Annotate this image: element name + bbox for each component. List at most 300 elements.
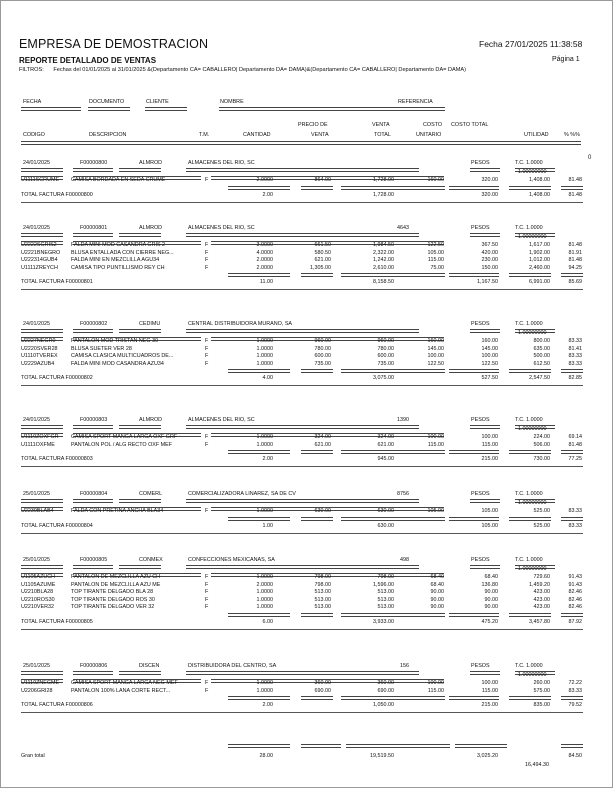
item-desc: PANTALON DE MEZCLILLA AZU CH [71, 574, 161, 580]
invoice-total-pct: 83.33 [568, 522, 582, 529]
invoice-client: ALMROD [139, 225, 163, 231]
company-name: EMPRESA DE DEMOSTRACION [19, 37, 209, 51]
hdr-unitario: UNITARIO [416, 132, 442, 138]
item-desc: FALDA MINI EN MEZCLILLA AGU34 [71, 257, 160, 263]
item-total: 360.00 [377, 680, 394, 686]
separator-rule [341, 613, 445, 617]
invoice-header [1, 663, 613, 671]
separator-rule [509, 613, 551, 617]
item-code: U222314GUB4 [21, 257, 58, 263]
item-price: 621.00 [314, 441, 331, 448]
invoice-total-cost: 215.00 [481, 702, 498, 708]
item-pct: 81.41 [568, 345, 582, 352]
invoice-total-qty: 2.00 [262, 702, 273, 708]
item-util: 260.00 [533, 680, 550, 686]
item-pct: 81.48 [568, 257, 582, 263]
hdr-rule [21, 107, 81, 111]
item-cost-total: 100.00 [481, 680, 498, 686]
item-tm: F [205, 604, 209, 610]
invoice-tc: T.C. 1.0000 [515, 225, 543, 231]
invoice-total-cost: 320.00 [481, 191, 498, 198]
item-total: 2,610.00 [373, 264, 394, 271]
item-cost-total: 230.00 [481, 257, 498, 263]
item-tm: F [205, 441, 209, 448]
item-qty: 1.0000 [256, 345, 273, 352]
item-total: 1,984.50 [373, 242, 394, 248]
hdr-nombre: NOMBRE [220, 99, 244, 105]
item-desc: CAMISA TIPO PUNTILLISMO REY CH [71, 264, 165, 271]
item-price: 513.00 [314, 604, 331, 610]
page-number: Página 1 [552, 56, 580, 63]
grand-total-util-row [1, 762, 613, 770]
separator-rule [509, 517, 551, 521]
separator-rule [346, 744, 450, 748]
invoice-name: ALMACENES DEL RIO, SC [188, 225, 255, 231]
invoice-total-cost: 475.20 [481, 618, 498, 625]
item-util: 224.00 [533, 434, 550, 440]
item-util: 1,459.20 [529, 581, 550, 588]
item-pct: 94.25 [568, 264, 582, 271]
invoice-total-util: 3,457.80 [529, 618, 550, 625]
invoice-total-util: 835.00 [533, 702, 550, 708]
item-cost: 90.00 [430, 589, 444, 595]
item-desc: FALDA MINI MOD CASANDRA AZU34 [71, 360, 164, 367]
item-code: U2210BLA28 [21, 589, 54, 595]
separator-rule [449, 273, 499, 277]
item-cost: 160.00 [427, 177, 444, 183]
invoice-total-row [1, 523, 613, 531]
invoice-total-qty: 2.00 [262, 456, 273, 462]
invoice-total-label: TOTAL FACTURA F00000806 [21, 702, 93, 708]
separator-rule [449, 186, 499, 190]
item-total: 690.00 [377, 687, 394, 694]
separator-rule [341, 696, 445, 700]
invoice-total-qty: 4.00 [262, 375, 273, 381]
invoice-doc: F00000806 [80, 663, 108, 669]
item-desc: TOP TIRANTE DELGADO BLA 28 [71, 589, 154, 595]
item-total: 513.00 [377, 596, 394, 603]
invoice-client: ALMROD [139, 417, 163, 423]
item-code: U1105AZUCH [21, 574, 56, 580]
item-pct: 81.91 [568, 249, 582, 256]
separator-rule [561, 450, 583, 454]
fecha-label: Fecha [479, 39, 503, 49]
separator-rule [21, 466, 583, 467]
item-total: 630.00 [377, 508, 394, 514]
separator-rule [228, 696, 290, 700]
item-tm: F [205, 345, 209, 352]
invoice-header [1, 160, 613, 168]
invoice-total-util: 6,991.00 [529, 279, 550, 285]
hdr-rule [88, 107, 130, 111]
item-pct: 83.33 [568, 687, 582, 694]
separator-rule [228, 369, 290, 373]
hdr-referencia: REFERENCIA [398, 99, 433, 105]
invoice-header [1, 557, 613, 565]
item-util: 2,460.00 [529, 264, 550, 271]
item-util: 1,012.00 [529, 257, 550, 263]
item-cost-total: 68.40 [484, 574, 498, 580]
item-cost: 90.00 [430, 596, 444, 603]
item-util: 635.00 [533, 345, 550, 352]
item-qty: 1.0000 [256, 589, 273, 595]
item-qty: 2.0000 [256, 264, 273, 271]
item-util: 423.00 [533, 596, 550, 603]
separator-rule [228, 450, 290, 454]
item-util: 729.60 [533, 574, 550, 580]
hdr-precio-de: PRECIO DE [298, 122, 328, 128]
item-tm: F [205, 434, 209, 440]
item-cost-total: 90.00 [484, 589, 498, 595]
item-cost: 115.00 [427, 441, 444, 448]
item-pct: 81.48 [568, 441, 582, 448]
item-qty: 2.0000 [256, 257, 273, 263]
invoice-total-amount: 630.00 [377, 522, 394, 529]
separator-rule [561, 744, 583, 748]
invoice-total-qty: 2.00 [262, 191, 273, 198]
separator-rule [561, 273, 583, 277]
item-cost-total: 105.00 [481, 508, 498, 514]
invoice-rate-value: 1.00000000 [518, 566, 547, 572]
item-code: U2222SGRIS2 [21, 242, 57, 248]
item-pct: 91.43 [568, 581, 582, 588]
item-tm: F [205, 680, 209, 686]
invoice-ref: 498 [400, 557, 409, 563]
invoice-ref: 156 [400, 663, 409, 669]
item-qty: 1.0000 [256, 508, 273, 514]
item-tm: F [205, 508, 209, 514]
item-desc: FALDA CON PRETINA ANCHA BLA34 [71, 508, 164, 514]
separator-rule [301, 186, 333, 190]
item-row [1, 442, 613, 450]
separator-rule [561, 186, 583, 190]
item-qty: 1.0000 [256, 687, 273, 694]
item-code: U1111SCRUME [21, 177, 60, 183]
invoice-tc: T.C. 1.0000 [515, 663, 543, 669]
invoice-total-amount: 3,933.00 [373, 618, 394, 625]
item-price: 798.00 [314, 581, 331, 588]
invoice-currency: PESOS [471, 417, 490, 423]
invoice-header [1, 225, 613, 233]
item-qty: 1.0000 [256, 441, 273, 448]
invoice-tc: T.C. 1.0000 [515, 160, 543, 166]
separator-rule [341, 369, 445, 373]
item-cost: 68.40 [430, 574, 444, 580]
item-pct: 83.33 [568, 508, 582, 514]
item-cost: 105.00 [427, 249, 444, 256]
item-code: U2230BLAB4 [21, 508, 54, 514]
separator-rule [21, 385, 583, 386]
separator-rule [301, 613, 333, 617]
invoice-total-label: TOTAL FACTURA F00000804 [21, 522, 93, 529]
invoice-name: CENTRAL DISTRIBUIDORA MURANO, SA [188, 321, 293, 327]
invoice-date: 25/01/2025 [23, 491, 50, 497]
invoice-total-amount: 8,158.50 [373, 279, 394, 285]
invoice-total-label: TOTAL FACTURA F00000805 [21, 618, 93, 625]
separator-rule [509, 450, 551, 454]
item-code: U2227NEGR0 [21, 338, 56, 344]
item-qty: 1.0000 [256, 338, 273, 344]
separator-rule [509, 273, 551, 277]
item-total: 1,728.00 [373, 177, 394, 183]
invoice-currency: PESOS [471, 225, 490, 231]
separator-rule [561, 613, 583, 617]
item-cost-total: 136.80 [481, 581, 498, 588]
hdr-tm: T.M. [199, 132, 210, 138]
hdr-costo-top: COSTO [423, 122, 443, 128]
separator-rule [449, 517, 499, 521]
separator-rule [509, 369, 551, 373]
fecha-value: 27/01/2025 11:38:58 [505, 39, 583, 49]
separator-rule [21, 289, 583, 290]
separator-rule [449, 696, 499, 700]
item-util: 506.00 [533, 441, 550, 448]
separator-rule [228, 744, 290, 748]
separator-rule [21, 202, 583, 203]
separator-rule [341, 186, 445, 190]
item-price: 580.50 [314, 249, 331, 256]
invoice-tc: T.C. 1.0000 [515, 321, 543, 327]
item-cost: 160.00 [427, 338, 444, 344]
item-pct: 91.43 [568, 574, 582, 580]
item-pct: 81.48 [568, 177, 582, 183]
item-total: 780.00 [377, 345, 394, 352]
item-cost: 75.00 [430, 264, 444, 271]
item-row [1, 604, 613, 612]
item-total: 513.00 [377, 604, 394, 610]
invoice-name: ALMACENES DEL RIO, SC [188, 417, 255, 423]
item-cost-total: 420.00 [481, 249, 498, 256]
item-desc: PANTALON DE MEZCLILLA AZU ME [71, 581, 161, 588]
item-cost: 100.00 [427, 434, 444, 440]
item-row [1, 508, 613, 516]
item-desc: FALDA MINI MOD CASANDRA GRIS 2 [71, 242, 166, 248]
filters-line [19, 67, 466, 73]
invoice-total-pct: 81.48 [568, 191, 582, 198]
item-total: 1,242.00 [373, 257, 394, 263]
invoice-total-qty: 1.00 [262, 522, 273, 529]
invoice-total-pct: 82.85 [568, 375, 582, 381]
invoice-total-label: TOTAL FACTURA F00000800 [21, 191, 93, 198]
item-desc: TOP TIRANTE DELGADO ROS 30 [71, 596, 155, 603]
item-code: U1110ZNEGME [21, 680, 60, 686]
invoice-total-label: TOTAL FACTURA F00000801 [21, 279, 93, 285]
hdr-codigo: CODIGO [23, 132, 45, 138]
invoice-total-amount: 1,050.00 [373, 702, 394, 708]
item-util: 500.00 [533, 353, 550, 359]
item-code: U1110TVEREX [21, 353, 58, 359]
separator-rule [228, 517, 290, 521]
invoice-rate-value: 1.00000000 [518, 169, 547, 175]
item-price: 780.00 [314, 345, 331, 352]
item-cost-total: 90.00 [484, 596, 498, 603]
item-tm: F [205, 249, 209, 256]
item-pct: 83.33 [568, 353, 582, 359]
separator-rule [449, 450, 499, 454]
item-price: 324.00 [314, 434, 331, 440]
invoice-total-row [1, 702, 613, 710]
separator-rule [21, 629, 583, 630]
item-code: U2206GRI28 [21, 687, 53, 694]
invoice-total-util: 525.00 [533, 522, 550, 529]
hdr-cantidad: CANTIDAD [243, 132, 271, 138]
item-tm: F [205, 574, 209, 580]
invoice-total-pct: 77.25 [568, 456, 582, 462]
filters-text: Fechas del 01/01/2025 al 31/01/2025 &(Departamento CA= CABALLERO| Departamento DA= DAMA)&(Departamento CA= CABALLERO| Departamento DA= DAMA) [53, 67, 467, 73]
separator-rule [449, 613, 499, 617]
invoice-date: 24/01/2025 [23, 160, 50, 166]
item-qty: 4.0000 [256, 249, 273, 256]
item-qty: 2.0000 [256, 581, 273, 588]
invoice-date: 25/01/2025 [23, 663, 50, 669]
item-desc: CAMISA CLASICA MULTICUADROS DE... [71, 353, 174, 359]
invoice-total-amount: 3,075.00 [373, 375, 394, 381]
report-title: REPORTE DETALLADO DE VENTAS [19, 56, 157, 65]
item-price: 621.00 [314, 257, 331, 263]
invoice-doc: F00000803 [80, 417, 108, 423]
grand-total-row [1, 753, 613, 761]
item-cost: 115.00 [427, 257, 444, 263]
separator-rule [509, 186, 551, 190]
item-pct: 69.14 [568, 434, 582, 440]
invoice-doc: F00000804 [80, 491, 108, 497]
separator-rule [301, 450, 333, 454]
item-code: U2210ROS30 [21, 596, 55, 603]
item-cost-total: 320.00 [481, 177, 498, 183]
item-util: 575.00 [533, 687, 550, 694]
invoice-total-util: 730.00 [533, 456, 550, 462]
invoice-total-pct: 87.92 [568, 618, 582, 625]
grand-total-cost: 3,025.20 [477, 753, 498, 759]
invoice-rate-value: 1.00000000 [518, 500, 547, 506]
item-tm: F [205, 589, 209, 595]
item-code: U2220SVER28 [21, 345, 58, 352]
invoice-header [1, 491, 613, 499]
invoice-date: 24/01/2025 [23, 321, 50, 327]
item-desc: CAMISA SPORT MANGA LARGA OXF GRF [71, 434, 178, 440]
item-tm: F [205, 242, 209, 248]
invoice-client: ALMROD [139, 160, 163, 166]
item-row [1, 361, 613, 369]
item-desc: CAMISA SPORT MANGA LARGA NEG MEF [71, 680, 178, 686]
invoice-total-qty: 6.00 [262, 618, 273, 625]
item-price: 513.00 [314, 589, 331, 595]
invoice-doc: F00000800 [80, 160, 108, 166]
item-price: 690.00 [314, 687, 331, 694]
invoice-ref: 4643 [397, 225, 409, 231]
invoice-currency: PESOS [471, 663, 490, 669]
hdr-venta-top: VENTA [372, 122, 390, 128]
invoice-total-pct: 79.52 [568, 702, 582, 708]
separator-rule [21, 533, 583, 534]
item-tm: F [205, 687, 209, 694]
item-total: 621.00 [377, 441, 394, 448]
invoice-total-pct: 85.69 [568, 279, 582, 285]
separator-rule [301, 369, 333, 373]
item-code: U2210VER32 [21, 604, 54, 610]
invoice-total-cost: 105.00 [481, 522, 498, 529]
separator-rule [301, 696, 333, 700]
separator-rule [301, 517, 333, 521]
invoice-name: CONFECCIONES MEXICANAS, SA [188, 557, 275, 563]
separator-rule [341, 450, 445, 454]
hdr-fecha: FECHA [23, 99, 42, 105]
item-cost-total: 145.00 [481, 345, 498, 352]
item-cost-total: 150.00 [481, 264, 498, 271]
separator-rule [301, 273, 333, 277]
item-util: 525.00 [533, 508, 550, 514]
separator-rule [341, 273, 445, 277]
item-desc: PANTALON 100% LANA CORTE RECT... [71, 687, 171, 694]
invoice-currency: PESOS [471, 557, 490, 563]
hdr-cliente: CLIENTE [146, 99, 169, 105]
item-price: 600.00 [314, 353, 331, 359]
item-util: 423.00 [533, 604, 550, 610]
item-desc: CAMISA BORDADA EN SEDA CRUME [71, 177, 166, 183]
grand-total-qty: 28.00 [259, 753, 273, 759]
invoice-total-row [1, 619, 613, 627]
item-total: 2,322.00 [373, 249, 394, 256]
grand-total-util: 16,494.30 [525, 762, 549, 768]
item-util: 1,902.00 [529, 249, 550, 256]
item-cost-total: 367.50 [481, 242, 498, 248]
invoice-total-amount: 945.00 [377, 456, 394, 462]
item-tm: F [205, 177, 209, 183]
hdr-utilidad: UTILIDAD [524, 132, 549, 138]
item-cost-total: 100.00 [481, 434, 498, 440]
item-pct: 81.48 [568, 242, 582, 248]
grand-total-label: Gran total [21, 753, 45, 759]
item-total: 798.00 [377, 574, 394, 580]
item-util: 800.00 [533, 338, 550, 344]
item-price: 960.00 [314, 338, 331, 344]
item-code: U1110ZOXFGR [21, 434, 59, 440]
hdr-documento: DOCUMENTO [89, 99, 125, 105]
item-cost: 122.50 [427, 360, 444, 367]
item-desc: BLUSA SUETER VER 28 [71, 345, 132, 352]
item-code: U2229AZUB4 [21, 360, 55, 367]
item-cost: 68.40 [430, 581, 444, 588]
item-total: 600.00 [377, 353, 394, 359]
item-desc: PANTALON MOD TRISTAN NEG 30 [71, 338, 159, 344]
separator-rule [228, 613, 290, 617]
item-util: 1,408.00 [529, 177, 550, 183]
filters-label: FILTROS: [19, 67, 44, 73]
hdr-rule [145, 107, 187, 111]
stray-zero: 0 [588, 155, 592, 161]
item-total: 735.00 [377, 360, 394, 367]
item-row [1, 265, 613, 273]
item-cost-total: 160.00 [481, 338, 498, 344]
separator-rule [455, 744, 507, 748]
item-tm: F [205, 338, 209, 344]
item-total: 1,596.00 [373, 581, 394, 588]
item-pct: 82.46 [568, 589, 582, 595]
item-qty: 3.0000 [256, 242, 273, 248]
invoice-currency: PESOS [471, 491, 490, 497]
item-qty: 1.0000 [256, 434, 273, 440]
invoice-total-util: 2,547.50 [529, 375, 550, 381]
item-cost: 105.00 [427, 508, 444, 514]
invoice-tc: T.C. 1.0000 [515, 417, 543, 423]
invoice-total-row [1, 375, 613, 383]
item-qty: 1.0000 [256, 680, 273, 686]
item-qty: 1.0000 [256, 596, 273, 603]
separator-rule [509, 696, 551, 700]
item-price: 735.00 [314, 360, 331, 367]
invoice-currency: PESOS [471, 321, 490, 327]
hdr-total: TOTAL [374, 132, 391, 138]
